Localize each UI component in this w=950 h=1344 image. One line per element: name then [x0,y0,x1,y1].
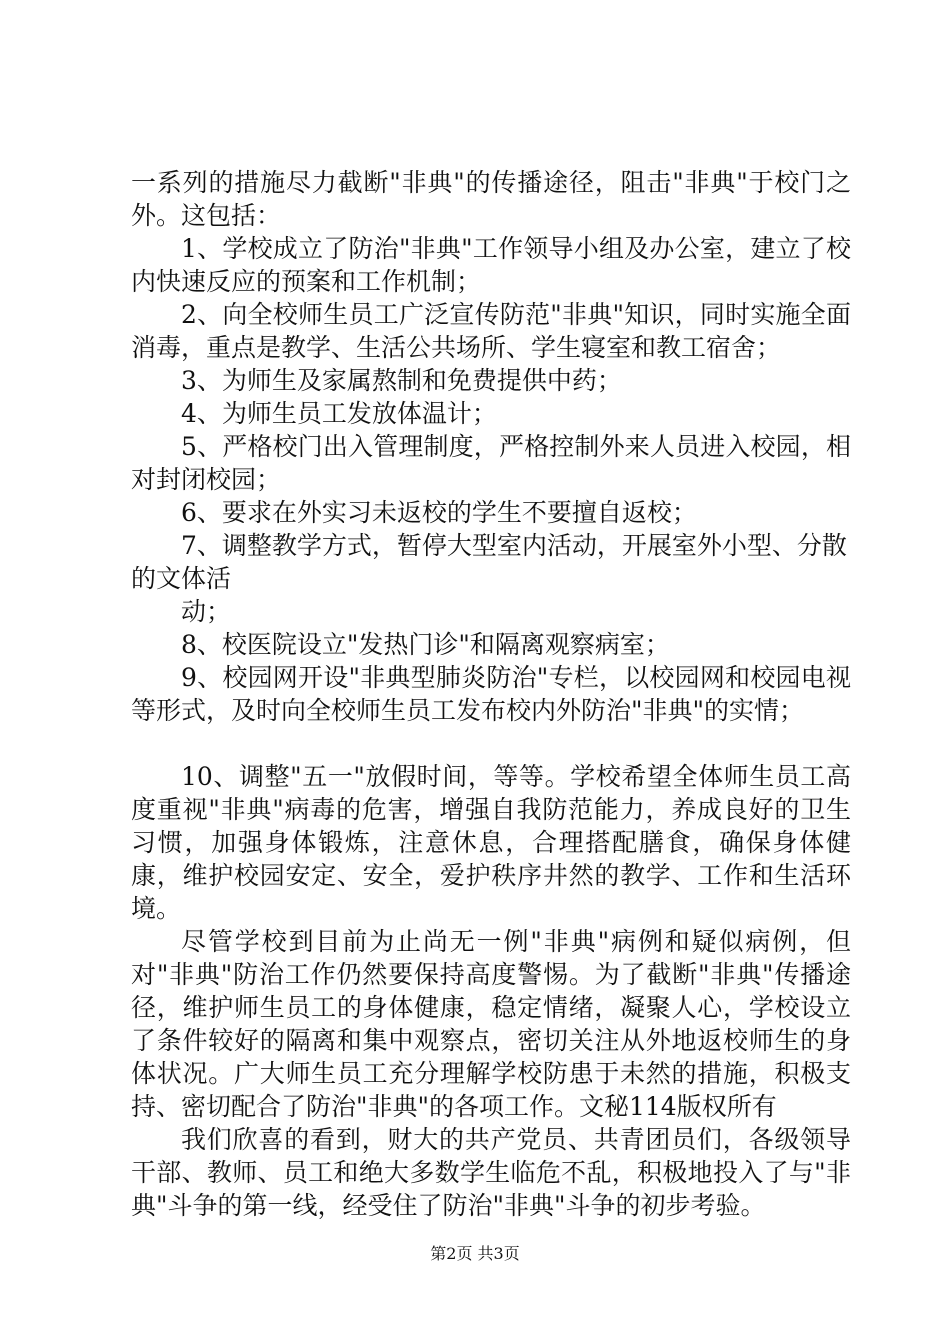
list-item-7-continuation: 动； [181,597,232,626]
blank-line [131,727,851,760]
page-footer: 第2页 共3页 [430,1244,520,1263]
list-item-7: 7、调整教学方式，暂停大型室内活动，开展室外小型、分散的文体活 [131,531,847,593]
list-item-3: 3、为师生及家属熬制和免费提供中药； [181,366,622,395]
list-item-8: 8、校医院设立"发热门诊"和隔离观察病室； [181,630,670,659]
list-item-10: 10、调整"五一"放假时间，等等。学校希望全体师生员工高度重视"非典"病毒的危害，增强自我防范能力，养成良好的卫生习惯，加强身体锻炼，注意休息，合理搭配膳食，确保身体健康，维护校园安定、安全，爱护秩序井然的教学、工作和生活环境。 [131,762,851,923]
list-item-2: 2、向全校师生员工广泛宣传防范"非典"知识，同时实施全面消毒，重点是教学、生活公共场所、学生寝室和教工宿舍； [131,300,851,362]
paragraph-conclusion: 我们欣喜的看到，财大的共产党员、共青团员们，各级领导干部、教师、员工和绝大多数学生临危不乱，积极地投入了与"非典"斗争的第一线，经受住了防治"非典"斗争的初步考验。 [131,1125,851,1220]
paragraph-precautions: 尽管学校到目前为止尚无一例"非典"病例和疑似病例，但对"非典"防治工作仍然要保持高度警惕。为了截断"非典"传播途径，维护师生员工的身体健康，稳定情绪，凝聚人心，学校设立了条件较好的隔离和集中观察点，密切关注从外地返校师生的身体状况。广大师生员工充分理解学校防患于未然的措施，积极支持、密切配合了防治"非典"的各项工作。文秘114版权所有 [131,927,851,1121]
list-item-4: 4、为师生员工发放体温计； [181,399,497,428]
list-item-5: 5、严格校门出入管理制度，严格控制外来人员进入校园，相对封闭校园； [131,432,851,494]
document-body [131,166,851,1222]
paragraph-intro: 一系列的措施尽力截断"非典"的传播途径，阻击"非典"于校门之外。这包括： [131,168,851,230]
list-item-6: 6、要求在外实习未返校的学生不要擅自返校； [181,498,697,527]
list-item-1: 1、学校成立了防治"非典"工作领导小组及办公室，建立了校内快速反应的预案和工作机制； [131,234,851,296]
list-item-9: 9、校园网开设"非典型肺炎防治"专栏，以校园网和校园电视等形式，及时向全校师生员工发布校内外防治"非典"的实情； [131,663,851,725]
